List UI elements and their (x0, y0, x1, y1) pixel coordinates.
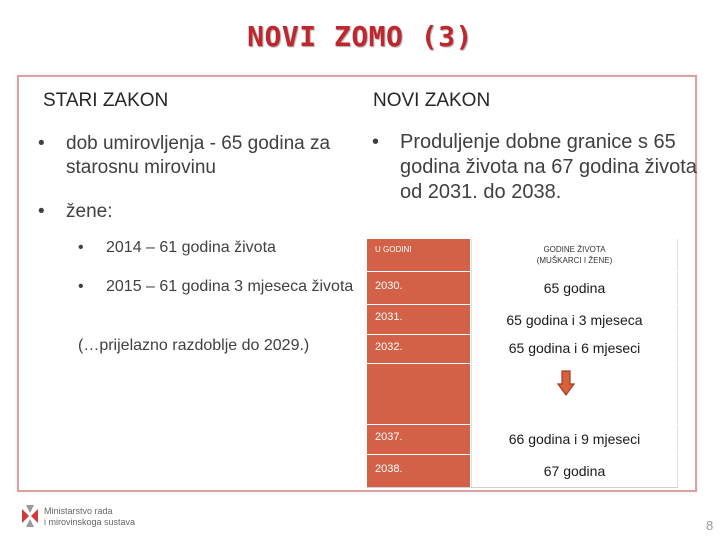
ministry-name (44, 506, 135, 528)
table-cell-year: 2032. (367, 335, 471, 363)
bullet-text: 2014 – 61 godina života (106, 239, 276, 256)
table-row (367, 425, 678, 455)
table-cell-year: 2037. (367, 425, 471, 454)
slide-title: NOVI ZOMO (3) (247, 20, 473, 53)
table-header-row (367, 239, 678, 272)
left-bullet-women (38, 200, 366, 224)
bullet-text: dob umirovljenja - 65 godina za starosnu mirovinu (66, 133, 331, 178)
bullet-text: Produljenje dobne granice s 65 godina života na 67 godina života od 2031. do 2038. (400, 131, 697, 203)
table-cell-age: 65 godina i 3 mjeseca (471, 305, 678, 334)
table-row (367, 335, 678, 364)
bullet-text: 2015 – 61 godina 3 mjeseca života (106, 278, 354, 295)
bullet-text: žene: (66, 201, 113, 222)
ministry-name-line2: i mirovinskoga sustava (44, 517, 136, 527)
bullet-dot-icon: • (38, 201, 45, 222)
right-column-heading: NOVI ZAKON (373, 90, 491, 111)
table-header-year: U GODINI (367, 239, 471, 271)
bullet-dot-icon: • (38, 133, 45, 154)
table-cell-year: 2038. (367, 455, 471, 487)
retirement-age-table (367, 239, 678, 488)
ministry-name-line1: Ministarstvo rada (44, 506, 113, 516)
table-cell-year: 2031. (367, 305, 471, 334)
table-cell-year (367, 364, 471, 424)
down-arrow-icon (557, 370, 575, 396)
sub-bullet-2014 (78, 238, 366, 258)
sub-bullet-2015 (78, 277, 368, 297)
table-header-age-line1: GODINE ŽIVOTA (543, 245, 606, 254)
left-column-heading: STARI ZAKON (43, 90, 169, 111)
bullet-dot-icon: • (78, 239, 84, 256)
right-bullet-extension (372, 130, 700, 205)
table-cell-age: 65 godina i 6 mjeseci (471, 335, 678, 363)
transition-note: (…prijelazno razdoblje do 2029.) (78, 337, 310, 354)
table-row (367, 272, 678, 305)
table-row-gap (367, 364, 678, 425)
bullet-dot-icon: • (372, 131, 380, 153)
table-row (367, 305, 678, 335)
table-header-age-line2: (MUŠKARCI I ŽENE) (536, 256, 613, 265)
ministry-logo-icon (20, 503, 40, 533)
page-number: 8 (706, 518, 714, 533)
table-cell-age: 67 godina (471, 455, 678, 487)
bullet-dot-icon: • (78, 278, 84, 295)
table-cell-age: 65 godina (471, 272, 678, 304)
table-cell-year: 2030. (367, 272, 471, 304)
table-row (367, 455, 678, 488)
table-header-age (471, 239, 678, 271)
left-bullet-retirement-age (38, 132, 386, 180)
table-cell-age: 66 godina i 9 mjeseci (471, 425, 678, 454)
